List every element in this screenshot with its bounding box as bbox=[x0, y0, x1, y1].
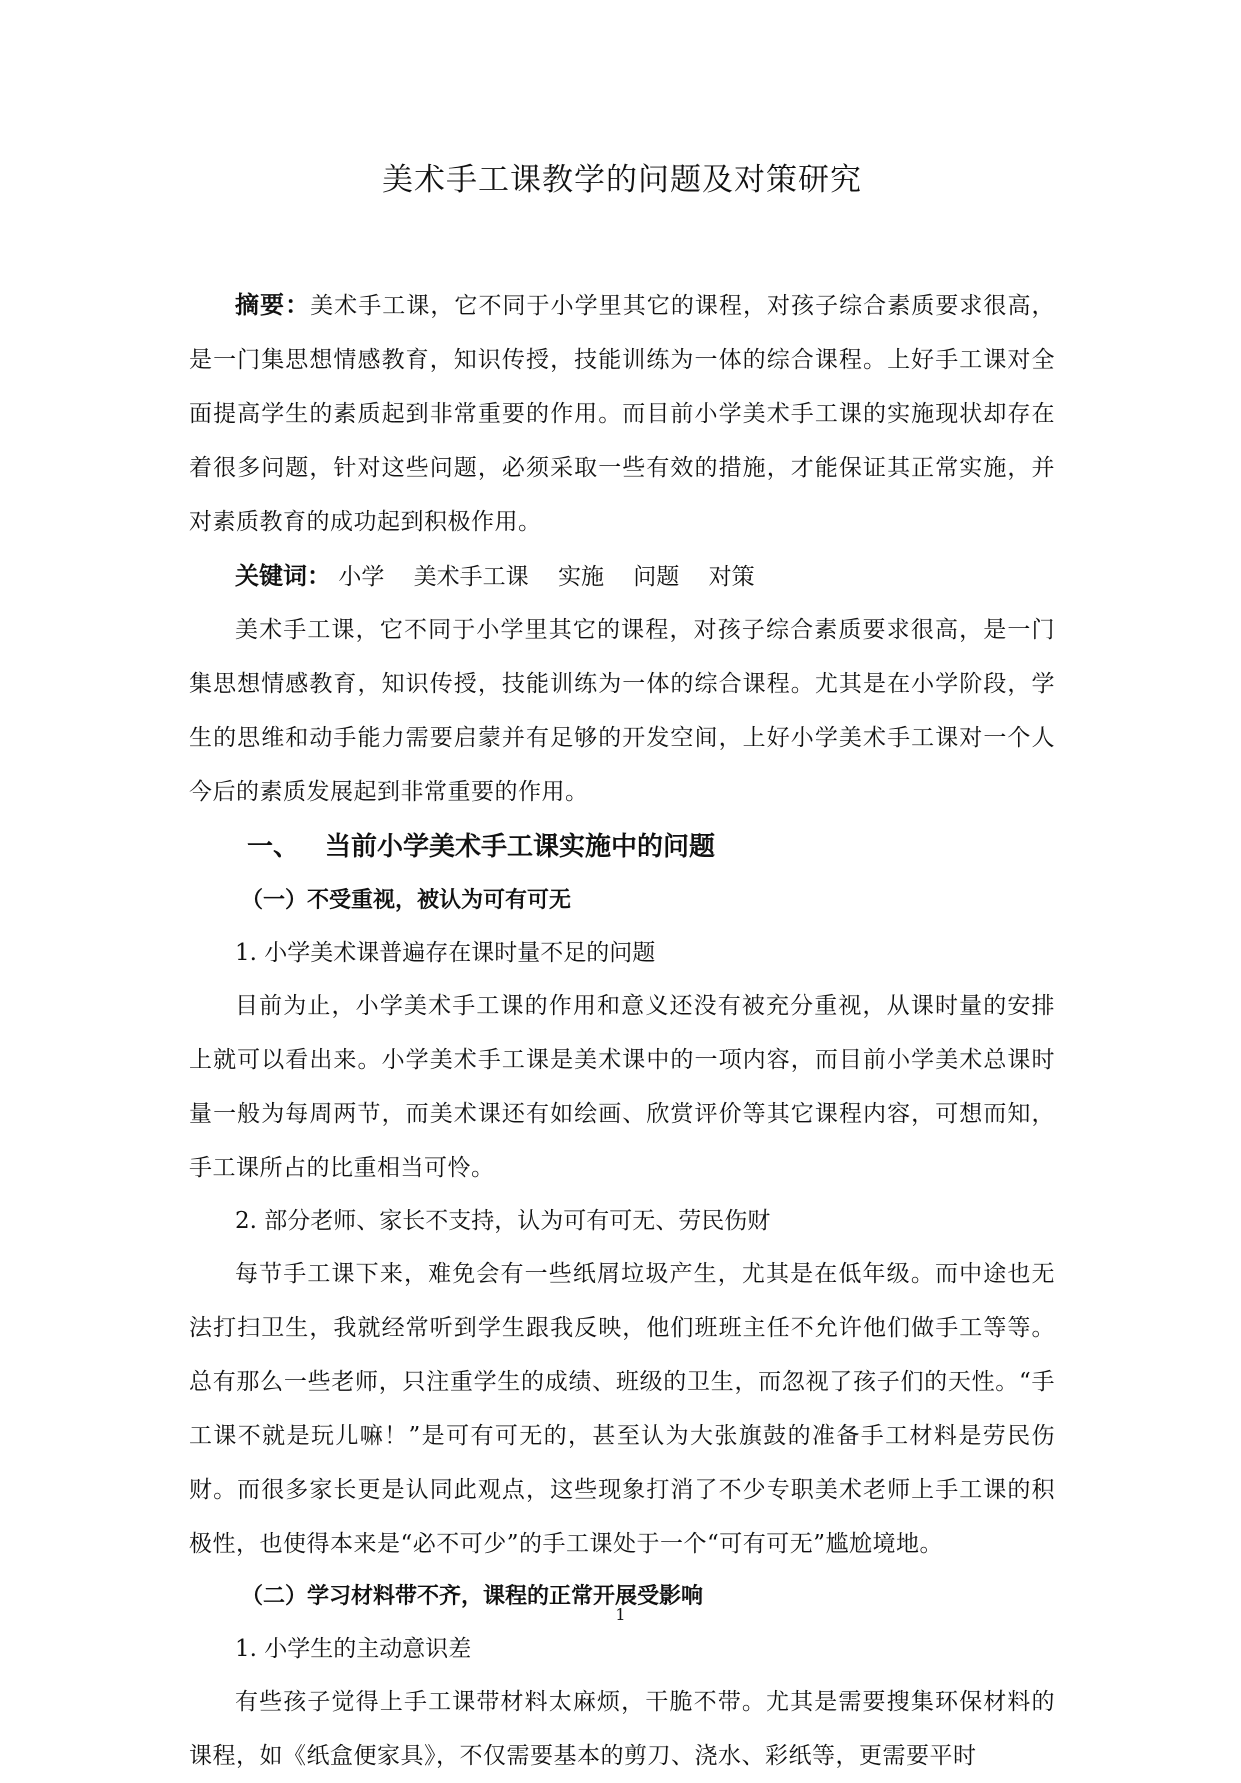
page-number: 1 bbox=[615, 1605, 626, 1624]
page-content bbox=[189, 150, 1055, 1783]
abstract-paragraph bbox=[189, 278, 1055, 549]
abstract-text: 美术手工课，它不同于小学里其它的课程，对孩子综合素质要求很高，是一门集思想情感教育，知识传授，技能训练为一体的综合课程。上好手工课对全面提高学生的素质起到非常重要的作用。而目前小学美术手工课的实施现状却存在着很多问题，针对这些问题，必须采取一些有效的措施，才能保证其正常实施，并对素质教育的成功起到积极作用。 bbox=[189, 293, 1056, 535]
keyword: 美术手工课 bbox=[413, 564, 529, 590]
subsection-heading: （一）不受重视，被认为可有可无 bbox=[241, 888, 572, 913]
keyword: 对策 bbox=[708, 564, 755, 590]
subsection-heading: （二）学习材料带不齐，课程的正常开展受影响 bbox=[241, 1584, 704, 1609]
keyword: 实施 bbox=[557, 564, 604, 590]
section-heading bbox=[189, 819, 1055, 875]
intro-paragraph: 美术手工课，它不同于小学里其它的课程，对孩子综合素质要求很高，是一门集思想情感教育，知识传授，技能训练为一体的综合课程。尤其是在小学阶段，学生的思维和动手能力需要启蒙并有足够的开发空间，上好小学美术手工课对一个人今后的素质发展起到非常重要的作用。 bbox=[189, 617, 1055, 805]
body-paragraph: 每节手工课下来，难免会有一些纸屑垃圾产生，尤其是在低年级。而中途也无法打扫卫生，我就经常听到学生跟我反映，他们班班主任不允许他们做手工等等。总有那么一些老师，只注重学生的成绩、班级的卫生，而忽视了孩子们的天性。“手工课不就是玩儿嘛！”是可有可无的，甚至认为大张旗鼓的准备手工材料是劳民伤财。而很多家长更是认同此观点，这些现象打消了不少专职美术老师上手工课的积极性，也使得本来是“必不可少”的手工课处于一个“可有可无”尴尬境地。 bbox=[189, 1261, 1055, 1557]
body-paragraph: 有些孩子觉得上手工课带材料太麻烦，干脆不带。尤其是需要搜集环保材料的课程，如《纸盒便家具》，不仅需要基本的剪刀、浇水、彩纸等，更需要平时 bbox=[189, 1689, 1055, 1769]
keywords-label: 关键词： bbox=[235, 562, 331, 590]
keyword: 问题 bbox=[633, 564, 680, 590]
abstract bbox=[189, 278, 1055, 549]
body-paragraph: 目前为止，小学美术手工课的作用和意义还没有被充分重视，从课时量的安排上就可以看出来。小学美术手工课是美术课中的一项内容，而目前小学美术总课时量一般为每周两节，而美术课还有如绘画、欣赏评价等其它课程内容，可想而知，手工课所占的比重相当可怜。 bbox=[189, 993, 1055, 1181]
point-heading: 1. 小学美术课普遍存在课时量不足的问题 bbox=[235, 940, 656, 966]
keyword: 小学 bbox=[338, 564, 385, 590]
keywords-row bbox=[189, 549, 1055, 603]
document-title: 美术手工课教学的问题及对策研究 bbox=[382, 162, 862, 198]
section-number: 一、 bbox=[247, 832, 300, 862]
point-heading: 1. 小学生的主动意识差 bbox=[235, 1636, 472, 1662]
point-heading: 2. 部分老师、家长不支持，认为可有可无、劳民伤财 bbox=[235, 1208, 771, 1234]
section-title: 当前小学美术手工课实施中的问题 bbox=[325, 832, 716, 862]
abstract-label: 摘要： bbox=[235, 291, 311, 319]
